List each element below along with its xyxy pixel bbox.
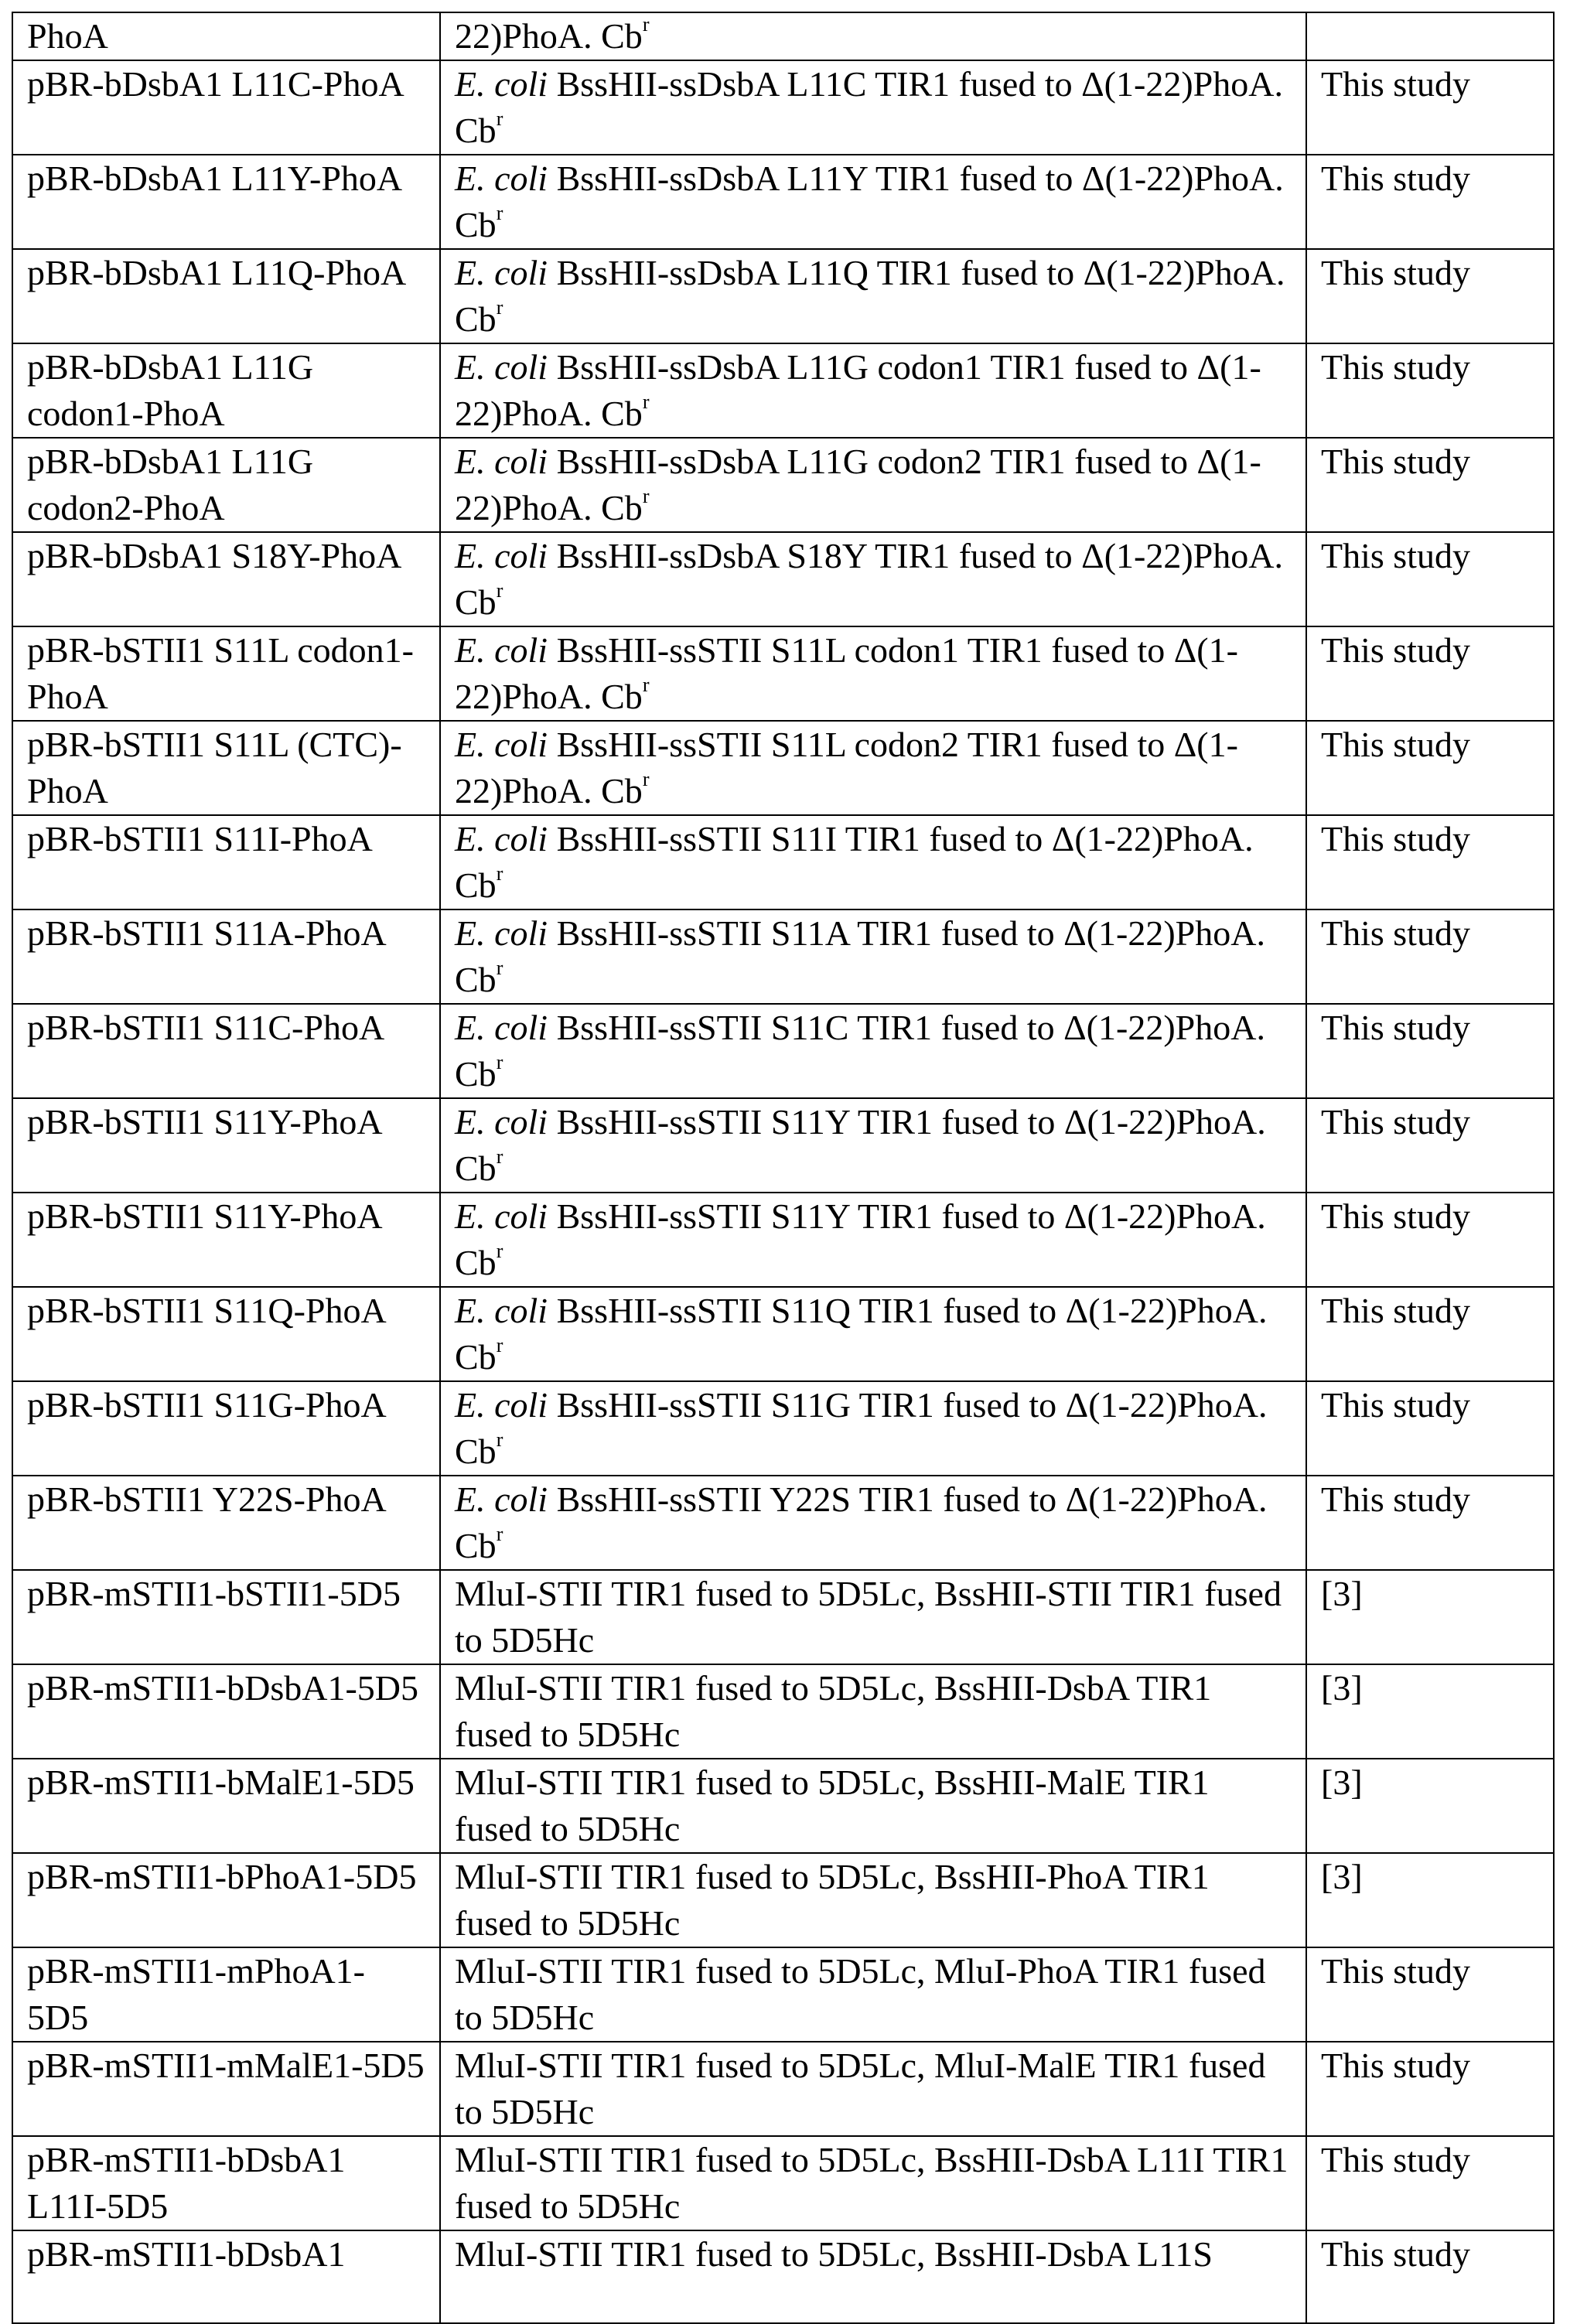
description-cell [440, 1098, 1306, 1193]
plasmid-cell [12, 1476, 440, 1570]
source-text: This study [1321, 2046, 1470, 2085]
table-row [12, 1947, 1554, 2042]
source-cell [1306, 1947, 1554, 2042]
resistance-superscript: r [497, 957, 503, 979]
species-name: E. coli [455, 64, 548, 104]
plasmid-cell [12, 1947, 440, 2042]
source-cell [1306, 1476, 1554, 1570]
description-text: BssHII-ssSTII S11L codon1 TIR1 fused to Δ(1-22)PhoA. Cb [455, 630, 1238, 716]
source-cell [1306, 249, 1554, 343]
plasmid-cell [12, 1759, 440, 1853]
source-cell [1306, 1664, 1554, 1759]
description-text: 22)PhoA. Cb [455, 16, 643, 56]
resistance-superscript: r [497, 1428, 503, 1451]
plasmid-table-body [12, 12, 1554, 2323]
table-row [12, 532, 1554, 626]
description-cell [440, 909, 1306, 1004]
plasmid-name: pBR-mSTII1-bDsbA1-5D5 [27, 1668, 418, 1708]
source-text: This study [1321, 913, 1470, 953]
source-text: [3] [1321, 1763, 1363, 1802]
table-row [12, 721, 1554, 815]
source-text: This study [1321, 442, 1470, 481]
source-cell [1306, 2136, 1554, 2230]
source-text: This study [1321, 1385, 1470, 1425]
description-text: MluI-STII TIR1 fused to 5D5Lc, MluI-MalE TIR1 fused to 5D5Hc [455, 2046, 1265, 2131]
plasmid-cell [12, 1664, 440, 1759]
plasmid-name: pBR-bSTII1 S11Y-PhoA [27, 1102, 383, 1142]
source-text: This study [1321, 1196, 1470, 1236]
plasmid-name: pBR-bSTII1 S11A-PhoA [27, 913, 387, 953]
table-row [12, 1004, 1554, 1098]
description-cell [440, 249, 1306, 343]
description-cell [440, 2136, 1306, 2230]
species-name: E. coli [455, 253, 548, 292]
source-cell [1306, 60, 1554, 155]
species-name: E. coli [455, 630, 548, 670]
table-row [12, 1193, 1554, 1287]
description-text: MluI-STII TIR1 fused to 5D5Lc, BssHII-MalE TIR1 fused to 5D5Hc [455, 1763, 1210, 1848]
description-text: BssHII-ssSTII S11G TIR1 fused to Δ(1-22)PhoA. Cb [455, 1385, 1267, 1471]
plasmid-cell [12, 2136, 440, 2230]
source-cell [1306, 2230, 1554, 2323]
description-cell [440, 1759, 1306, 1853]
source-text: This study [1321, 630, 1470, 670]
resistance-superscript: r [497, 107, 503, 130]
table-row [12, 12, 1554, 60]
plasmid-name: pBR-bSTII1 S11Q-PhoA [27, 1291, 387, 1330]
source-cell [1306, 532, 1554, 626]
plasmid-name: pBR-bSTII1 Y22S-PhoA [27, 1479, 387, 1519]
source-text: This study [1321, 1291, 1470, 1330]
source-cell [1306, 1098, 1554, 1193]
source-text: This study [1321, 347, 1470, 387]
species-name: E. coli [455, 913, 548, 953]
table-row [12, 1853, 1554, 1947]
plasmid-cell [12, 343, 440, 438]
plasmid-name: pBR-bSTII1 S11Y-PhoA [27, 1196, 383, 1236]
table-row [12, 909, 1554, 1004]
description-text: BssHII-ssSTII S11Y TIR1 fused to Δ(1-22)PhoA. Cb [455, 1196, 1266, 1282]
source-text: [3] [1321, 1857, 1363, 1896]
plasmid-cell [12, 2042, 440, 2136]
description-cell [440, 60, 1306, 155]
plasmid-name: pBR-mSTII1-bDsbA1 [27, 2234, 345, 2274]
species-name: E. coli [455, 1196, 548, 1236]
description-cell [440, 1193, 1306, 1287]
plasmid-cell [12, 721, 440, 815]
description-text: MluI-STII TIR1 fused to 5D5Lc, MluI-PhoA TIR1 fused to 5D5Hc [455, 1951, 1266, 2037]
plasmid-cell [12, 1004, 440, 1098]
description-text: BssHII-ssSTII Y22S TIR1 fused to Δ(1-22)PhoA. Cb [455, 1479, 1267, 1565]
table-row [12, 626, 1554, 721]
description-cell [440, 1570, 1306, 1664]
plasmid-cell [12, 1853, 440, 1947]
description-cell [440, 2042, 1306, 2136]
plasmid-cell [12, 249, 440, 343]
description-cell [440, 1853, 1306, 1947]
description-cell [440, 12, 1306, 60]
table-row [12, 343, 1554, 438]
plasmid-cell [12, 815, 440, 909]
table-row [12, 249, 1554, 343]
resistance-superscript: r [497, 202, 503, 224]
species-name: E. coli [455, 725, 548, 764]
source-text: This study [1321, 536, 1470, 575]
species-name: E. coli [455, 347, 548, 387]
source-cell [1306, 815, 1554, 909]
source-text: This study [1321, 2140, 1470, 2179]
description-cell [440, 2230, 1306, 2323]
plasmid-name: pBR-bDsbA1 S18Y-PhoA [27, 536, 401, 575]
description-text: BssHII-ssDsbA L11G codon1 TIR1 fused to Δ(1-22)PhoA. Cb [455, 347, 1261, 433]
source-text: This study [1321, 1951, 1470, 1991]
plasmid-cell [12, 12, 440, 60]
source-cell [1306, 438, 1554, 532]
plasmid-cell [12, 1570, 440, 1664]
description-cell [440, 1287, 1306, 1381]
table-row [12, 1664, 1554, 1759]
plasmid-cell [12, 60, 440, 155]
source-cell [1306, 909, 1554, 1004]
plasmid-name: pBR-bSTII1 S11L codon1-PhoA [27, 630, 414, 716]
plasmid-name: pBR-bSTII1 S11I-PhoA [27, 819, 373, 858]
description-cell [440, 532, 1306, 626]
description-cell [440, 1004, 1306, 1098]
plasmid-cell [12, 626, 440, 721]
source-text: This study [1321, 159, 1470, 198]
resistance-superscript: r [497, 1240, 503, 1262]
description-text: MluI-STII TIR1 fused to 5D5Lc, BssHII-DsbA L11I TIR1 fused to 5D5Hc [455, 2140, 1288, 2226]
source-cell [1306, 721, 1554, 815]
resistance-superscript: r [643, 768, 650, 790]
source-cell [1306, 155, 1554, 249]
plasmid-name: pBR-bDsbA1 L11C-PhoA [27, 64, 404, 104]
plasmid-name: pBR-bDsbA1 L11Q-PhoA [27, 253, 406, 292]
table-row [12, 815, 1554, 909]
source-cell [1306, 2042, 1554, 2136]
source-text: This study [1321, 64, 1470, 104]
resistance-superscript: r [643, 674, 650, 696]
description-text: MluI-STII TIR1 fused to 5D5Lc, BssHII-PhoA TIR1 fused to 5D5Hc [455, 1857, 1210, 1943]
description-cell [440, 721, 1306, 815]
description-cell [440, 155, 1306, 249]
plasmid-cell [12, 1193, 440, 1287]
source-text: This study [1321, 253, 1470, 292]
description-text: MluI-STII TIR1 fused to 5D5Lc, BssHII-STII TIR1 fused to 5D5Hc [455, 1574, 1282, 1660]
description-text: BssHII-ssDsbA L11G codon2 TIR1 fused to Δ(1-22)PhoA. Cb [455, 442, 1261, 527]
species-name: E. coli [455, 442, 548, 481]
description-cell [440, 1947, 1306, 2042]
source-cell [1306, 1853, 1554, 1947]
description-text: BssHII-ssSTII S11L codon2 TIR1 fused to Δ(1-22)PhoA. Cb [455, 725, 1238, 810]
plasmid-name: pBR-mSTII1-bDsbA1 L11I-5D5 [27, 2140, 345, 2226]
source-text: [3] [1321, 1668, 1363, 1708]
source-text: This study [1321, 725, 1470, 764]
species-name: E. coli [455, 1385, 548, 1425]
description-text: BssHII-ssSTII S11I TIR1 fused to Δ(1-22)PhoA. Cb [455, 819, 1254, 905]
source-text: This study [1321, 1479, 1470, 1519]
description-cell [440, 626, 1306, 721]
resistance-superscript: r [643, 13, 650, 36]
plasmid-name: pBR-bDsbA1 L11Y-PhoA [27, 159, 402, 198]
source-cell [1306, 1570, 1554, 1664]
plasmid-name: PhoA [27, 16, 108, 56]
species-name: E. coli [455, 1479, 548, 1519]
plasmid-cell [12, 1381, 440, 1476]
resistance-superscript: r [497, 1523, 503, 1545]
description-text: BssHII-ssDsbA L11C TIR1 fused to Δ(1-22)PhoA. Cb [455, 64, 1283, 150]
plasmid-cell [12, 2230, 440, 2323]
source-text: This study [1321, 819, 1470, 858]
plasmid-name: pBR-bSTII1 S11G-PhoA [27, 1385, 387, 1425]
source-text: [3] [1321, 1574, 1363, 1613]
plasmid-cell [12, 532, 440, 626]
plasmid-cell [12, 1098, 440, 1193]
description-cell [440, 1381, 1306, 1476]
plasmid-name: pBR-mSTII1-mMalE1-5D5 [27, 2046, 425, 2085]
table-row [12, 155, 1554, 249]
plasmid-name: pBR-mSTII1-bSTII1-5D5 [27, 1574, 401, 1613]
source-cell [1306, 343, 1554, 438]
table-row [12, 2136, 1554, 2230]
table-row [12, 2042, 1554, 2136]
source-cell [1306, 1381, 1554, 1476]
plasmid-name: pBR-mSTII1-bMalE1-5D5 [27, 1763, 415, 1802]
source-cell [1306, 1759, 1554, 1853]
source-cell [1306, 626, 1554, 721]
plasmid-name: pBR-mSTII1-mPhoA1-5D5 [27, 1951, 365, 2037]
description-text: MluI-STII TIR1 fused to 5D5Lc, BssHII-DsbA TIR1 fused to 5D5Hc [455, 1668, 1211, 1754]
resistance-superscript: r [497, 296, 503, 319]
description-text: BssHII-ssSTII S11Y TIR1 fused to Δ(1-22)PhoA. Cb [455, 1102, 1266, 1188]
species-name: E. coli [455, 1291, 548, 1330]
description-cell [440, 438, 1306, 532]
plasmid-name: pBR-bDsbA1 L11G codon1-PhoA [27, 347, 313, 433]
description-text: BssHII-ssDsbA S18Y TIR1 fused to Δ(1-22)PhoA. Cb [455, 536, 1283, 622]
species-name: E. coli [455, 536, 548, 575]
plasmid-cell [12, 909, 440, 1004]
table-row [12, 1476, 1554, 1570]
table-row [12, 60, 1554, 155]
description-cell [440, 815, 1306, 909]
table-row [12, 1381, 1554, 1476]
plasmid-name: pBR-mSTII1-bPhoA1-5D5 [27, 1857, 416, 1896]
table-row [12, 1287, 1554, 1381]
table-row [12, 1098, 1554, 1193]
plasmid-name: pBR-bSTII1 S11L (CTC)-PhoA [27, 725, 402, 810]
plasmid-cell [12, 438, 440, 532]
species-name: E. coli [455, 159, 548, 198]
plasmid-cell [12, 155, 440, 249]
description-cell [440, 1476, 1306, 1570]
table-row [12, 2230, 1554, 2323]
plasmid-name: pBR-bDsbA1 L11G codon2-PhoA [27, 442, 313, 527]
description-text: BssHII-ssSTII S11Q TIR1 fused to Δ(1-22)PhoA. Cb [455, 1291, 1267, 1377]
source-text: This study [1321, 2234, 1470, 2274]
species-name: E. coli [455, 1008, 548, 1047]
resistance-superscript: r [497, 1145, 503, 1168]
species-name: E. coli [455, 819, 548, 858]
resistance-superscript: r [497, 579, 503, 602]
resistance-superscript: r [497, 862, 503, 885]
table-row [12, 1759, 1554, 1853]
resistance-superscript: r [643, 391, 650, 413]
table-row [12, 1570, 1554, 1664]
source-cell [1306, 1004, 1554, 1098]
species-name: E. coli [455, 1102, 548, 1142]
table-row [12, 438, 1554, 532]
resistance-superscript: r [497, 1051, 503, 1073]
resistance-superscript: r [497, 1334, 503, 1357]
plasmid-table [12, 12, 1555, 2324]
description-text: BssHII-ssSTII S11A TIR1 fused to Δ(1-22)PhoA. Cb [455, 913, 1265, 999]
source-text: This study [1321, 1008, 1470, 1047]
description-text: MluI-STII TIR1 fused to 5D5Lc, BssHII-DsbA L11S [455, 2234, 1213, 2274]
source-text: This study [1321, 1102, 1470, 1142]
description-text: BssHII-ssSTII S11C TIR1 fused to Δ(1-22)PhoA. Cb [455, 1008, 1265, 1094]
plasmid-cell [12, 1287, 440, 1381]
source-cell [1306, 1287, 1554, 1381]
plasmid-name: pBR-bSTII1 S11C-PhoA [27, 1008, 384, 1047]
source-cell [1306, 12, 1554, 60]
description-cell [440, 343, 1306, 438]
description-text: BssHII-ssDsbA L11Q TIR1 fused to Δ(1-22)PhoA. Cb [455, 253, 1285, 339]
description-cell [440, 1664, 1306, 1759]
source-cell [1306, 1193, 1554, 1287]
resistance-superscript: r [643, 485, 650, 507]
description-text: BssHII-ssDsbA L11Y TIR1 fused to Δ(1-22)PhoA. Cb [455, 159, 1284, 244]
